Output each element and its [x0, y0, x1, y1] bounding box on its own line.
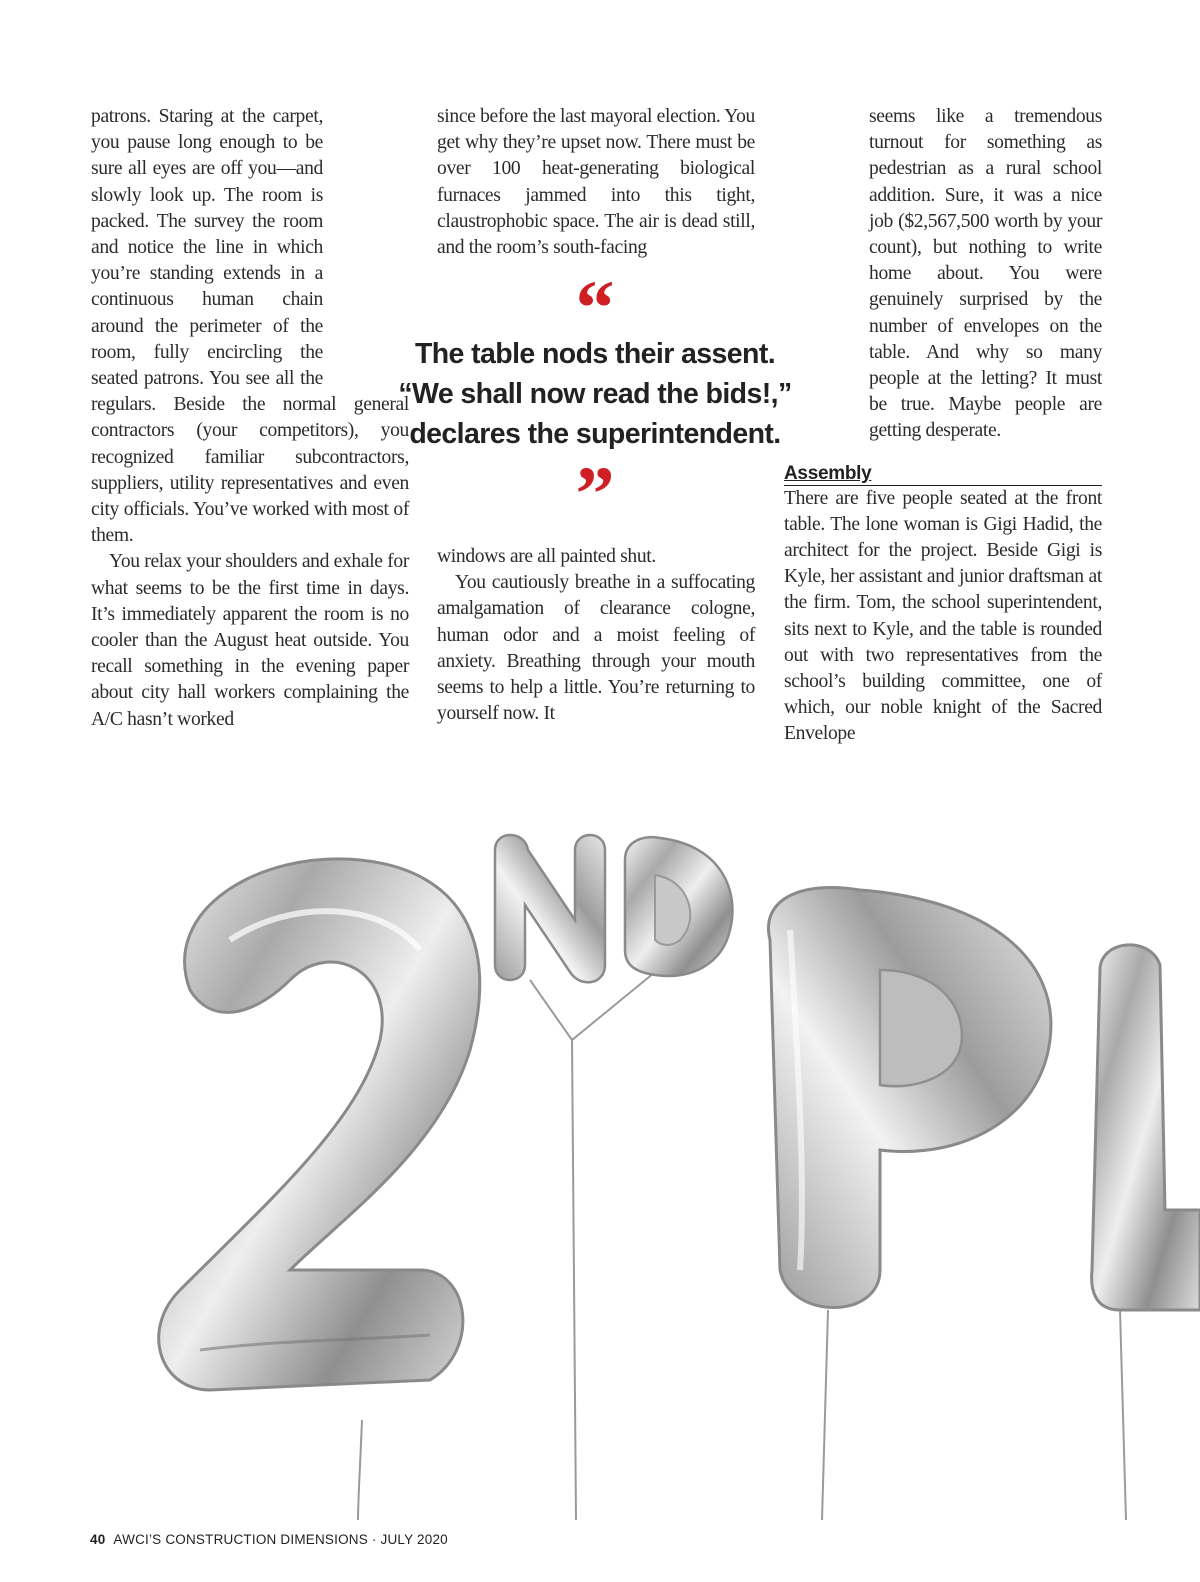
- article-column-1: [91, 104, 409, 733]
- pull-quote-line-2: “We shall now read the bids!,”: [398, 378, 792, 410]
- open-quote-icon: “: [575, 264, 615, 351]
- pull-quote-line-1: The table nods their assent.: [414, 338, 776, 370]
- balloon-letter-p: [768, 887, 1050, 1307]
- close-quote-icon: ”: [575, 450, 615, 537]
- column3-paragraph-1: seems like a tremendous turnout for something as pedestrian as a rural school addition. Sure, it was a nice job ($2,567,500 worth by your count), but nothing to write home about. You were genuinely surprised by the number of envelopes on the table. And why so many people at the letting? It must be true. Maybe people are getting desperate.: [869, 106, 1102, 442]
- balloon-letter-n: [495, 835, 605, 982]
- section-subhead: Assembly: [784, 463, 1102, 486]
- balloon-number-2: [159, 859, 480, 1390]
- page-footer: [90, 1532, 448, 1547]
- balloon-letter-l: [1092, 945, 1200, 1310]
- silver-balloons-illustration: [0, 790, 1200, 1520]
- column1-paragraph-1: [91, 104, 409, 549]
- page-number: 40: [90, 1532, 106, 1547]
- pull-quote-line-3: declares the superintendent.: [409, 418, 781, 450]
- column2-paragraph-2: windows are all painted shut.: [437, 546, 656, 567]
- column2-lower-block: [437, 544, 755, 727]
- column1-paragraph-2: You relax your shoulders and exhale for what seems to be the first time in days. It’s immediately apparent the room is no cooler than the August heat outside. You recall something in the evening paper about city hall workers complaining the A/C hasn’t worked: [91, 551, 409, 730]
- pull-quote: [390, 264, 800, 537]
- article-column-3: [784, 104, 1102, 748]
- column1-paragraph-1-text: patrons. Staring at the carpet, you pause long enough to be sure all eyes are off you—and slowly look up. The room is packed. The survey the room and notice the line in which you’re standing extends in a continuous human chain around the perimeter of the room, fully encircling the seated patrons. You see all the regulars. Beside the normal general contractors (your competitors), you recognized familiar subcontractors, suppliers, utility representatives and even city officials. You’ve worked with most of them.: [91, 106, 409, 547]
- publication-name: AWCI’S CONSTRUCTION DIMENSIONS · JULY 2020: [113, 1532, 448, 1547]
- column3-paragraph-2: There are five people seated at the front table. The lone woman is Gigi Hadid, the architect for the project. Beside Gigi is Kyle, her assistant and junior draftsman at the firm. Tom, the school superintendent, sits next to Kyle, and the table is rounded out with two representatives from the school’s building committee, one of which, our noble knight of the Sacred Envelope: [784, 487, 1102, 745]
- column2-paragraph-1: since before the last mayoral election. You get why they’re upset now. There must be over 100 heat-generating biological furnaces jammed into this tight, claustrophobic space. The air is dead still, and the room’s south-facing: [437, 106, 755, 259]
- column2-paragraph-3: You cautiously breathe in a suffocating amalgamation of clearance cologne, human odor and a moist feeling of anxiety. Breathing through your mouth seems to help a little. You’re returning to yourself now. It: [437, 572, 755, 725]
- balloon-letter-d: [625, 837, 732, 976]
